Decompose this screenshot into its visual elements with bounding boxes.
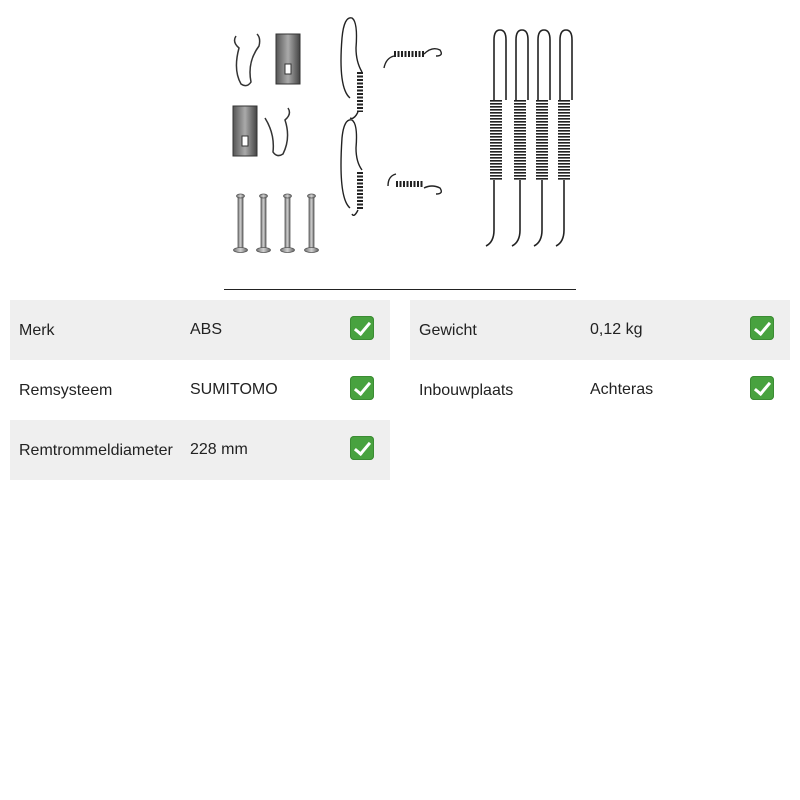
spec-row-remtrommeldiameter [10,420,390,480]
spec-table-left [10,300,390,480]
spec-label: Inbouwplaats [419,382,514,399]
spec-label: Gewicht [419,322,477,339]
spec-row-remsysteem [10,360,390,420]
check-mark-icon [350,316,374,340]
spec-value: 228 mm [190,441,248,458]
check-mark-icon [350,376,374,400]
spec-table-right [410,300,790,420]
spec-value: 0,12 kg [590,321,643,338]
return-spring-icon [486,30,572,246]
spec-value: ABS [190,321,223,338]
image-divider [224,289,576,290]
spec-row-gewicht [410,300,790,360]
spec-label: Merk [19,322,55,339]
hold-down-pin-icon [234,194,319,253]
spec-label: Remtrommeldiameter [19,442,173,459]
spec-label: Remsysteem [19,382,113,399]
spec-value: Achteras [590,381,654,398]
short-spring-icon [384,49,441,194]
brake-shoe-fitting-kit-image [224,8,576,254]
check-mark-icon [750,376,774,400]
spec-row-inbouwplaats [410,360,790,420]
check-mark-icon [350,436,374,460]
spring-icon [341,18,362,216]
spec-row-merk [10,300,390,360]
retainer-plate-icon [233,34,300,156]
spec-value: SUMITOMO [190,381,278,398]
check-mark-icon [750,316,774,340]
